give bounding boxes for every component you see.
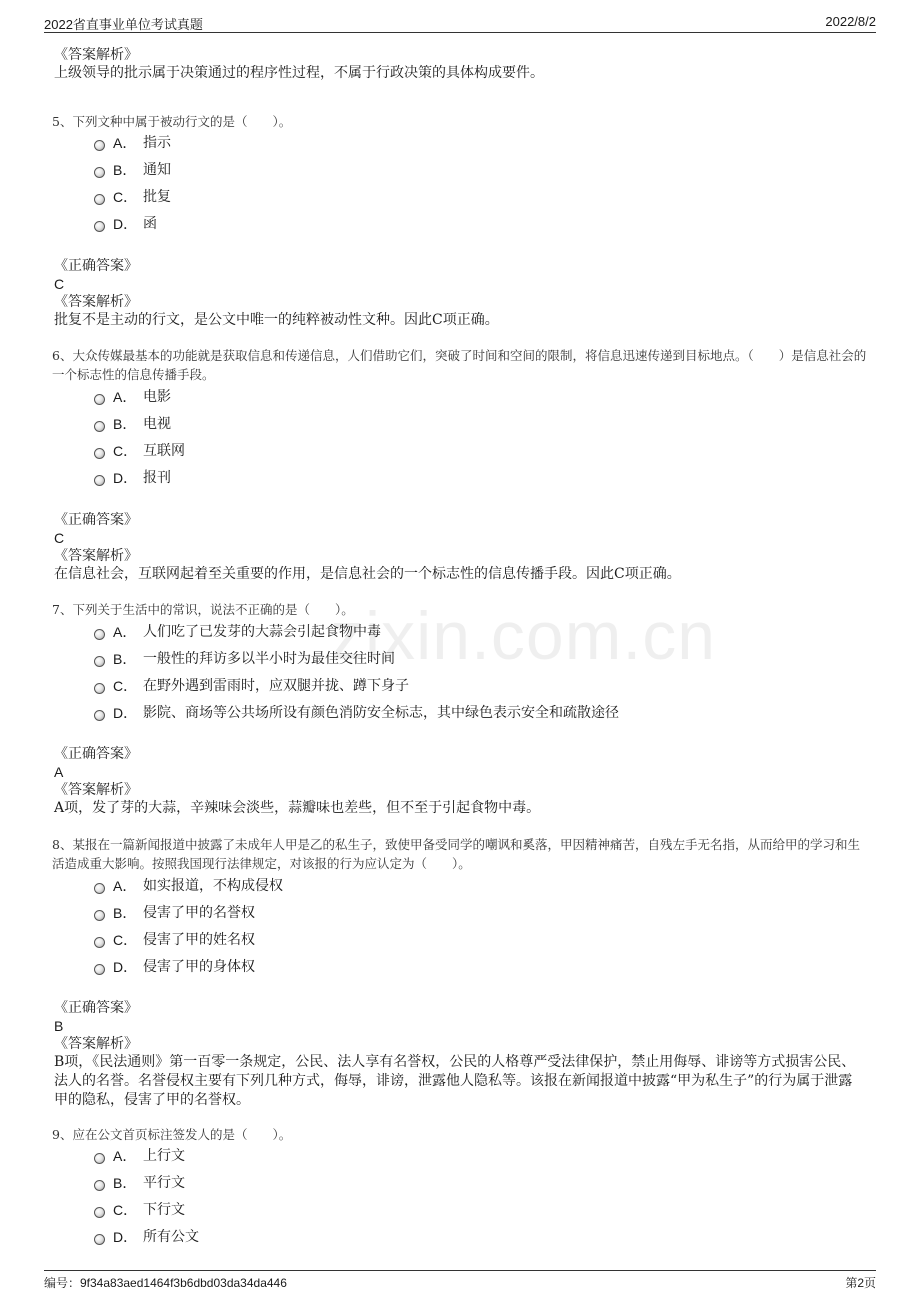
option-b[interactable]: B． 平行文 <box>94 1173 185 1193</box>
question-stem: 8、某报在一篇新闻报道中披露了未成年人甲是乙的私生子，致使甲备受同学的嘲讽和奚落，甲因精神痛苦，自残左手无名指，从而给甲的学习和生活造成重大影响。按照我国现行法律规定，对该报的行为应认定为（ ）。 <box>52 837 860 871</box>
radio-icon[interactable] <box>94 629 105 640</box>
option-c[interactable]: C． 互联网 <box>94 441 185 461</box>
radio-icon[interactable] <box>94 964 105 975</box>
analysis-text: 上级领导的批示属于决策通过的程序性过程，不属于行政决策的具体构成要件。 <box>54 65 544 81</box>
radio-icon[interactable] <box>94 1234 105 1245</box>
document-code: 编号：9f34a83aed1464f3b6dbd03da34da446 <box>44 1276 287 1290</box>
radio-icon[interactable] <box>94 683 105 694</box>
option-c[interactable]: C． 在野外遇到雷雨时，应双腿并拢、蹲下身子 <box>94 676 409 696</box>
prev-analysis-block <box>54 46 866 83</box>
option-d[interactable]: D． 函 <box>94 214 157 234</box>
document-title: 2022省直事业单位考试真题 <box>44 17 203 32</box>
option-a[interactable]: A． 如实报道，不构成侵权 <box>94 876 283 896</box>
radio-icon[interactable] <box>94 883 105 894</box>
analysis-title: 《答案解析》 <box>54 548 138 564</box>
radio-icon[interactable] <box>94 221 105 232</box>
radio-icon[interactable] <box>94 1180 105 1191</box>
analysis-text: 在信息社会，互联网起着至关重要的作用，是信息社会的一个标志性的信息传播手段。因此C项正确。 <box>54 566 681 582</box>
watermark: zixin.com.cn <box>330 598 717 674</box>
answer-title: 《正确答案》 <box>54 746 138 762</box>
question-stem: 6、大众传媒最基本的功能就是获取信息和传递信息，人们借助它们，突破了时间和空间的限制，将信息迅速传递到目标地点。（ ）是信息社会的一个标志性的信息传播手段。 <box>52 348 867 382</box>
radio-icon[interactable] <box>94 1153 105 1164</box>
radio-icon[interactable] <box>94 1207 105 1218</box>
document-date: 2022/8/2 <box>825 14 876 29</box>
option-c[interactable]: C． 下行文 <box>94 1200 185 1220</box>
radio-icon[interactable] <box>94 194 105 205</box>
answer-block <box>54 999 866 1110</box>
radio-icon[interactable] <box>94 937 105 948</box>
question-stem: 5、下列文种中属于被动行文的是（ ）。 <box>52 114 292 129</box>
analysis-title: 《答案解析》 <box>54 1036 138 1052</box>
analysis-title: 《答案解析》 <box>54 47 138 63</box>
answer-title: 《正确答案》 <box>54 512 138 528</box>
option-c[interactable]: C． 批复 <box>94 187 171 207</box>
answer-value: C <box>54 276 65 292</box>
option-b[interactable]: B． 电视 <box>94 414 171 434</box>
page-header <box>44 12 876 33</box>
question-stem: 7、下列关于生活中的常识，说法不正确的是（ ）。 <box>52 602 354 617</box>
analysis-text: 批复不是主动的行文，是公文中唯一的纯粹被动性文种。因此C项正确。 <box>54 312 499 328</box>
radio-icon[interactable] <box>94 421 105 432</box>
page-footer <box>44 1270 876 1293</box>
option-d[interactable]: D． 所有公文 <box>94 1227 199 1247</box>
page-number: 第2页 <box>845 1276 876 1290</box>
radio-icon[interactable] <box>94 394 105 405</box>
radio-icon[interactable] <box>94 710 105 721</box>
answer-title: 《正确答案》 <box>54 258 138 274</box>
option-d[interactable]: D． 影院、商场等公共场所设有颜色消防安全标志，其中绿色表示安全和疏散途径 <box>94 703 619 723</box>
option-d[interactable]: D． 侵害了甲的身体权 <box>94 957 255 977</box>
analysis-title: 《答案解析》 <box>54 782 138 798</box>
option-b[interactable]: B． 通知 <box>94 160 171 180</box>
option-b[interactable]: B． 一般性的拜访多以半小时为最佳交往时间 <box>94 649 395 669</box>
radio-icon[interactable] <box>94 910 105 921</box>
radio-icon[interactable] <box>94 448 105 459</box>
answer-block <box>54 511 866 584</box>
radio-icon[interactable] <box>94 475 105 486</box>
option-a[interactable]: A． 上行文 <box>94 1146 185 1166</box>
answer-value: C <box>54 530 65 546</box>
option-c[interactable]: C． 侵害了甲的姓名权 <box>94 930 255 950</box>
radio-icon[interactable] <box>94 167 105 178</box>
answer-value: A <box>54 764 64 780</box>
radio-icon[interactable] <box>94 656 105 667</box>
answer-value: B <box>54 1018 64 1034</box>
option-a[interactable]: A． 电影 <box>94 387 171 407</box>
radio-icon[interactable] <box>94 140 105 151</box>
answer-block <box>54 745 866 818</box>
option-a[interactable]: A． 人们吃了已发芽的大蒜会引起食物中毒 <box>94 622 381 642</box>
answer-title: 《正确答案》 <box>54 1000 138 1016</box>
question-stem: 9、应在公文首页标注签发人的是（ ）。 <box>52 1127 292 1142</box>
option-a[interactable]: A． 指示 <box>94 133 171 153</box>
option-d[interactable]: D． 报刊 <box>94 468 171 488</box>
option-b[interactable]: B． 侵害了甲的名誉权 <box>94 903 255 923</box>
analysis-text: A项，发了芽的大蒜，辛辣味会淡些，蒜瓣味也差些，但不至于引起食物中毒。 <box>54 800 541 816</box>
analysis-text: B项，《民法通则》第一百零一条规定，公民、法人享有名誉权，公民的人格尊严受法律保护，禁止用侮辱、诽谤等方式损害公民、法人的名誉。名誉侵权主要有下列几种方式，侮辱，诽谤，泄露他人隐私等。该报在新闻报道中披露“甲为私生子”的行为属于泄露甲的隐私，侵害了甲的名誉权。 <box>54 1054 856 1108</box>
answer-block <box>54 257 866 330</box>
analysis-title: 《答案解析》 <box>54 294 138 310</box>
